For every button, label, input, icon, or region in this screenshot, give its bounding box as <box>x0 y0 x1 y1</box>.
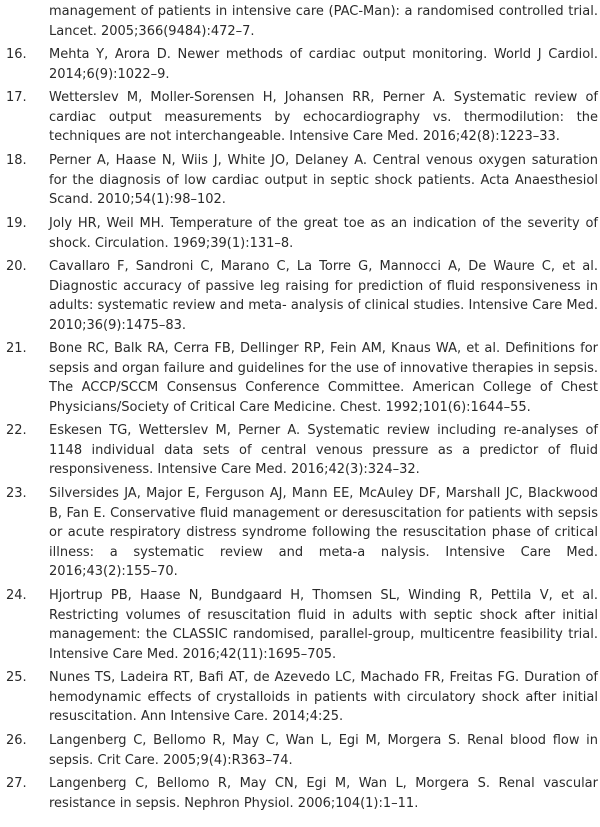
reference-text: Nunes TS, Ladeira RT, Bafi AT, de Azevedo LC, Machado FR, Freitas FG. Duration of hemodynamic effects of crystalloids in patients with circulatory shock after initial resuscitation. Ann Intensive Care. 2014;4:25. <box>49 670 598 724</box>
reference-item <box>0 45 600 84</box>
reference-text: Joly HR, Weil MH. Temperature of the great toe as an indication of the severity of shock. Circulation. 1969;39(1):131–8. <box>49 216 598 251</box>
reference-continuation: management of patients in intensive care (PAC-Man): a randomised controlled trial. Lancet. 2005;366(9484):472–7. <box>49 4 598 39</box>
reference-item <box>0 88 600 147</box>
reference-text: Eskesen TG, Wetterslev M, Perner A. Systematic review including re-analyses of 1148 individual data sets of central venous pressure as a predictor of fluid responsiveness. Intensive Care Med. 2016;42(3):324–32. <box>49 423 598 477</box>
reference-item <box>0 421 600 480</box>
reference-item <box>0 151 600 210</box>
reference-number: 17. <box>6 90 27 105</box>
reference-number: 26. <box>6 733 27 748</box>
reference-number: 25. <box>6 670 27 685</box>
reference-text: Cavallaro F, Sandroni C, Marano C, La Torre G, Mannocci A, De Waure C, et al. Diagnostic accuracy of passive leg raising for prediction of fluid responsiveness in adults: systematic review and meta- analysis of clinical studies. Intensive Care Med. 2010;36(9):1475–83. <box>49 259 598 333</box>
reference-item <box>0 774 600 813</box>
reference-text: Mehta Y, Arora D. Newer methods of cardiac output monitoring. World J Cardiol. 2014;6(9):1022–9. <box>49 47 598 82</box>
reference-item <box>0 484 600 582</box>
reference-text: Hjortrup PB, Haase N, Bundgaard H, Thomsen SL, Winding R, Pettila V, et al. Restricting volumes of resuscitation fluid in adults with septic shock after initial management: the CLASSIC randomised, parallel-group, multicentre feasibility trial. Intensive Care Med. 2016;42(11):1695–705. <box>49 588 598 662</box>
reference-item <box>0 586 600 664</box>
reference-text: Perner A, Haase N, Wiis J, White JO, Delaney A. Central venous oxygen saturation for the diagnosis of low cardiac output in septic shock patients. Acta Anaesthesiol Scand. 2010;54(1):98–102. <box>49 153 598 207</box>
reference-number: 24. <box>6 588 27 603</box>
reference-text: Silversides JA, Major E, Ferguson AJ, Mann EE, McAuley DF, Marshall JC, Blackwood B, Fan E. Conservative fluid management or deresuscitation for patients with sepsis or acute respiratory distress syndrome following the resuscitation phase of critical illness: a systematic review and meta-a nalysis. Intensive Care Med. 2016;43(2):155–70. <box>49 486 598 579</box>
reference-item <box>0 731 600 770</box>
reference-item <box>0 339 600 417</box>
reference-number: 20. <box>6 259 27 274</box>
reference-text: Langenberg C, Bellomo R, May CN, Egi M, Wan L, Morgera S. Renal vascular resistance in sepsis. Nephron Physiol. 2006;104(1):1–11. <box>49 776 598 811</box>
reference-item <box>0 668 600 727</box>
reference-number: 16. <box>6 47 27 62</box>
reference-item <box>0 257 600 335</box>
reference-item <box>0 214 600 253</box>
reference-number: 23. <box>6 486 27 501</box>
reference-number: 22. <box>6 423 27 438</box>
reference-text: Langenberg C, Bellomo R, May C, Wan L, Egi M, Morgera S. Renal blood flow in sepsis. Crit Care. 2005;9(4):R363–74. <box>49 733 598 768</box>
reference-number: 18. <box>6 153 27 168</box>
reference-text: Wetterslev M, Moller-Sorensen H, Johansen RR, Perner A. Systematic review of cardiac output measurements by echocardiography vs. thermodilution: the techniques are not interchangeable. Intensive Care Med. 2016;42(8):1223–33. <box>49 90 598 144</box>
reference-text: Bone RC, Balk RA, Cerra FB, Dellinger RP, Fein AM, Knaus WA, et al. Definitions for sepsis and organ failure and guidelines for the use of innovative therapies in sepsis. The ACCP/SCCM Consensus Conference Committee. American College of Chest Physicians/Society of Critical Care Medicine. Chest. 1992;101(6):1644–55. <box>49 341 598 415</box>
reference-number: 27. <box>6 776 27 791</box>
reference-number: 21. <box>6 341 27 356</box>
reference-number: 19. <box>6 216 27 231</box>
